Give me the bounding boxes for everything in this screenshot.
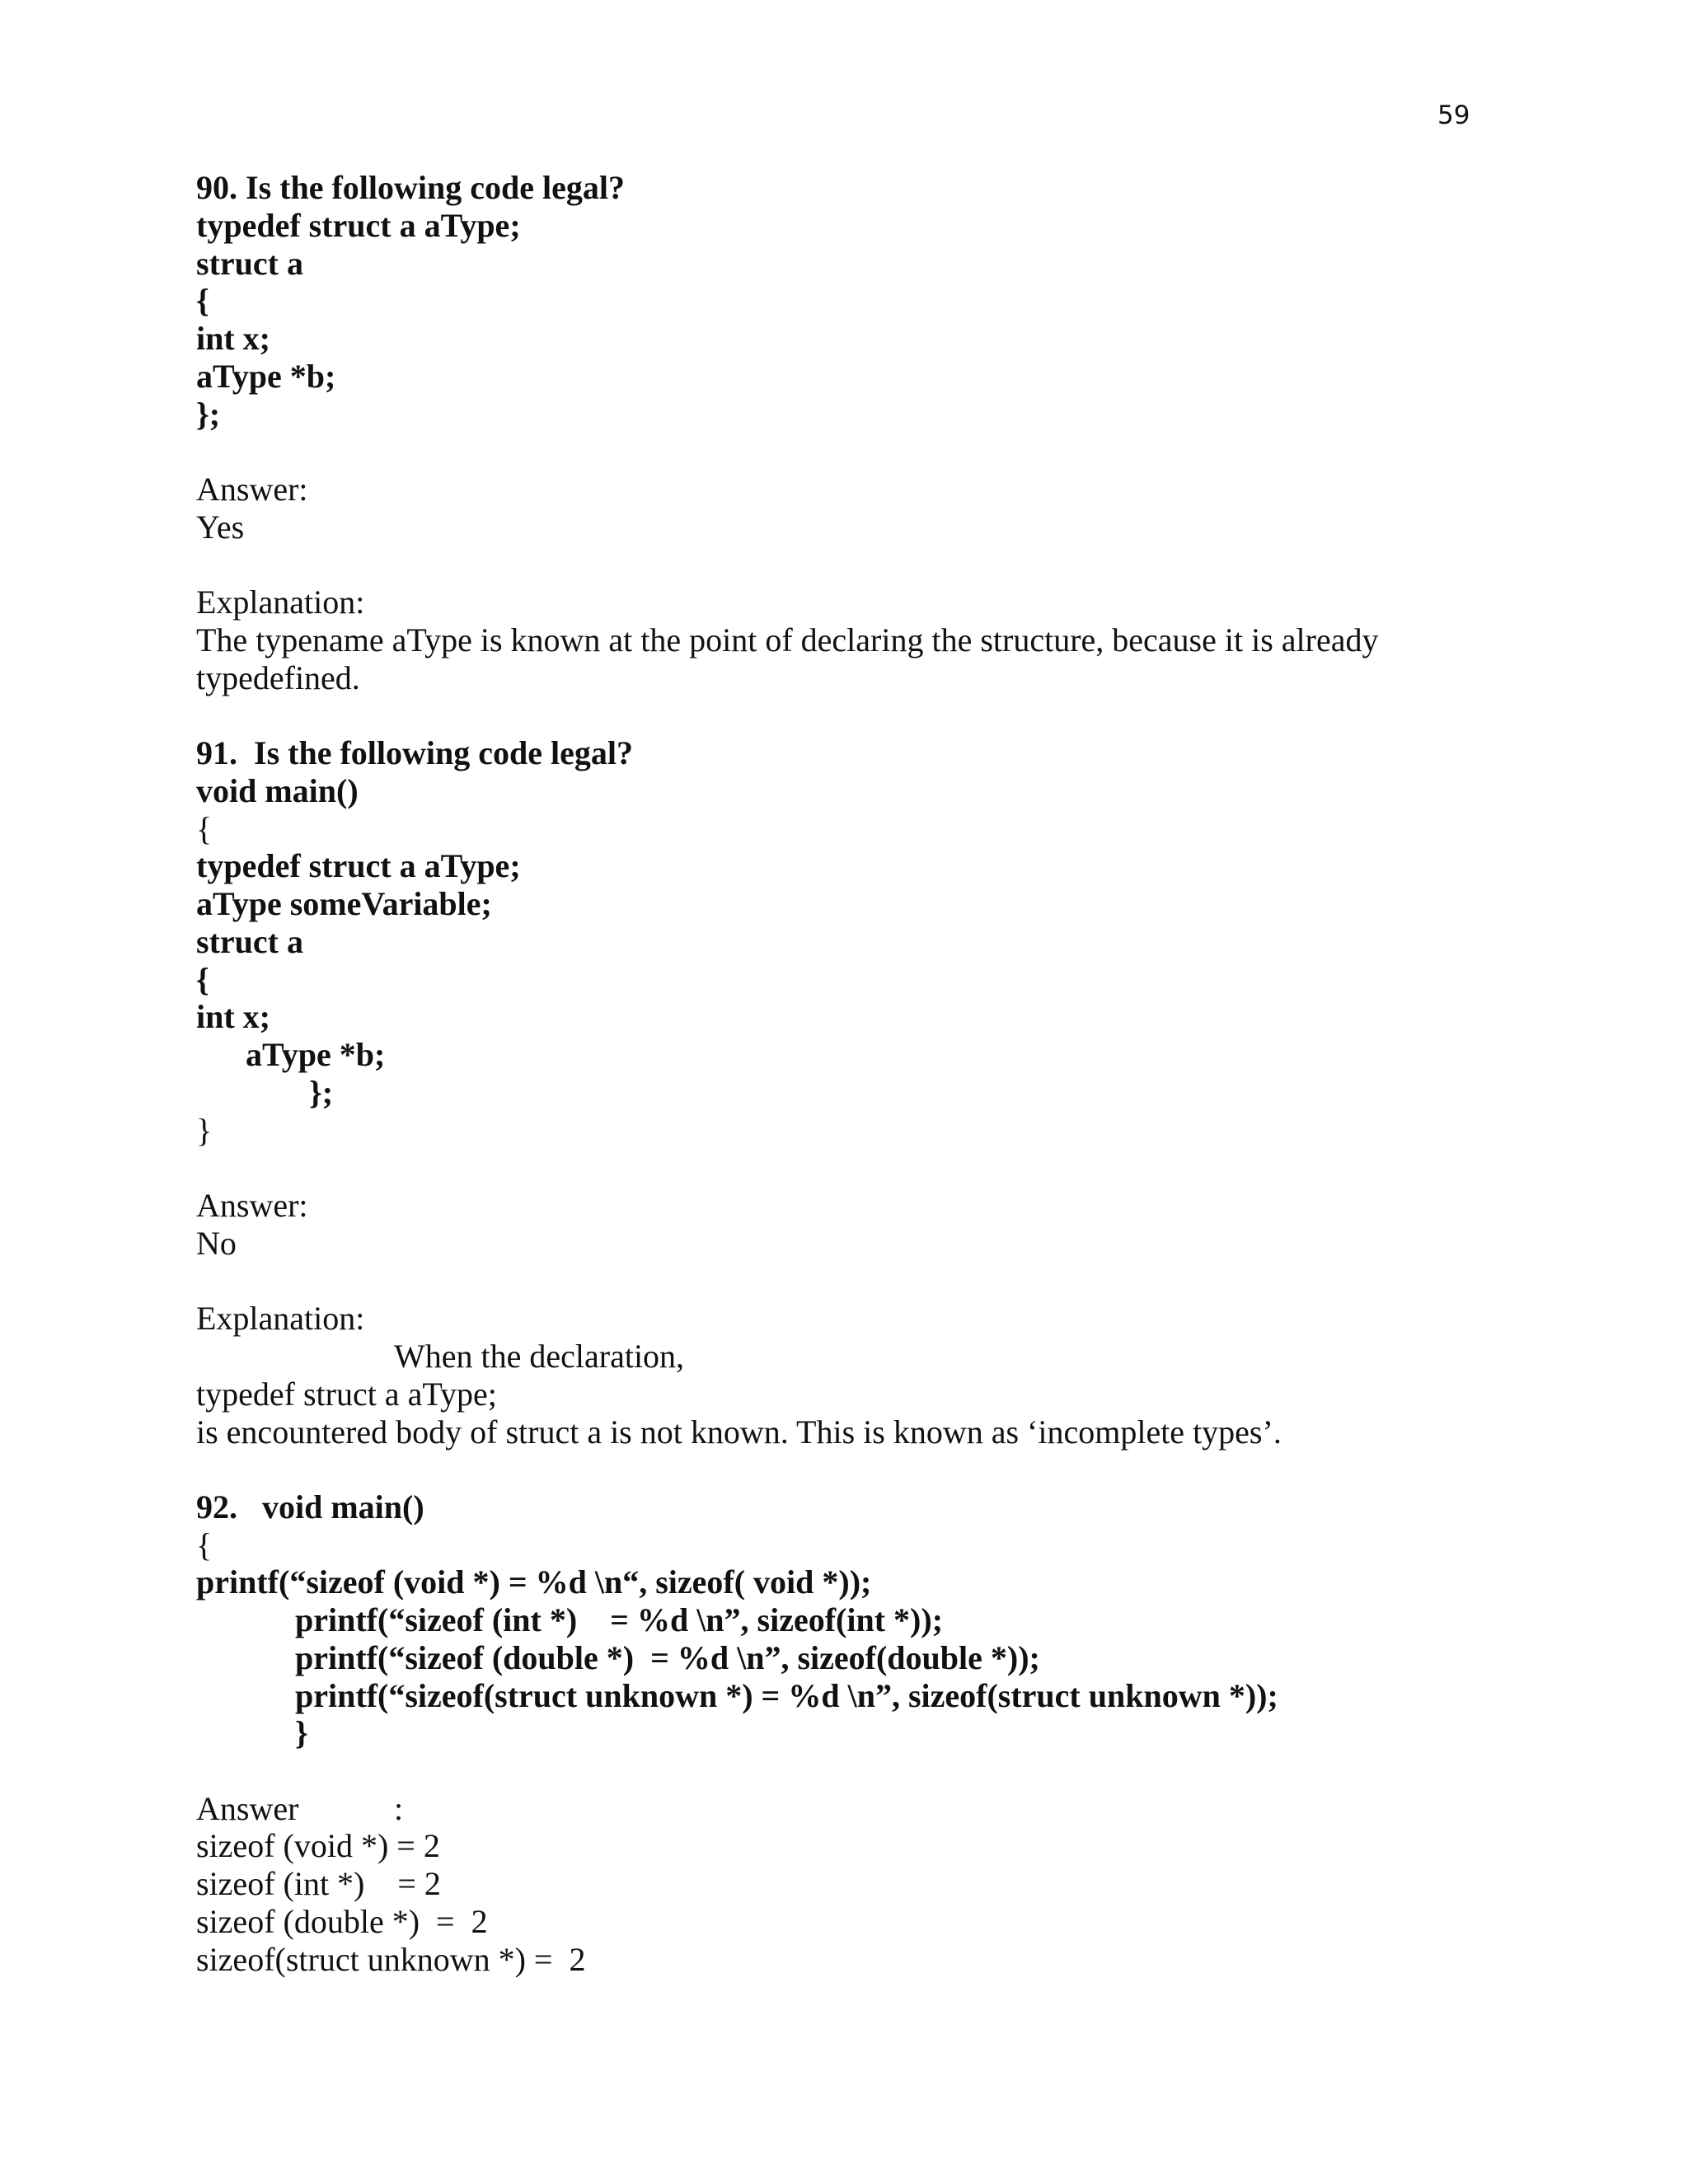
explanation-label: Explanation: <box>196 1300 365 1337</box>
code-line: typedef struct a aType; <box>196 207 521 244</box>
code-line: }; <box>309 1074 334 1111</box>
answer-line: sizeof (double *) = 2 <box>196 1903 488 1940</box>
code-line: void main() <box>196 772 359 809</box>
answer-line: sizeof(struct unknown *) = 2 <box>196 1941 586 1978</box>
question-90-title: 90. Is the following code legal? <box>196 169 625 206</box>
code-line: printf(“sizeof (double *) = %d \n”, sizeof(double *)); <box>295 1639 1040 1676</box>
explanation-text: When the declaration, <box>394 1338 685 1375</box>
code-line: aType someVariable; <box>196 885 492 922</box>
explanation-label: Explanation: <box>196 583 365 621</box>
code-line: { <box>196 810 213 847</box>
code-line: printf(“sizeof(struct unknown *) = %d \n”, sizeof(struct unknown *)); <box>295 1677 1278 1714</box>
code-line: struct a <box>196 923 303 960</box>
answer-colon: : <box>394 1790 404 1827</box>
answer-label: Answer: <box>196 1187 308 1224</box>
question-91-title: 91. Is the following code legal? <box>196 734 633 771</box>
page-number: 59 <box>1437 101 1470 130</box>
question-92-title: 92. void main() <box>196 1488 424 1526</box>
code-line: printf(“sizeof (int *) = %d \n”, sizeof(int *)); <box>295 1601 944 1638</box>
code-line: } <box>196 1112 213 1149</box>
code-line: printf(“sizeof (void *) = %d \n“, sizeof( void *)); <box>196 1563 872 1601</box>
answer-line: sizeof (void *) = 2 <box>196 1827 440 1864</box>
explanation-text: is encountered body of struct a is not known. This is known as ‘incomplete types’. <box>196 1413 1282 1451</box>
code-line: }; <box>196 396 221 433</box>
explanation-text: typedef struct a aType; <box>196 1376 497 1413</box>
answer-label: Answer: <box>196 471 308 508</box>
answer-line: sizeof (int *) = 2 <box>196 1865 441 1902</box>
answer-value: Yes <box>196 509 245 546</box>
answer-value: No <box>196 1225 237 1262</box>
code-line: struct a <box>196 245 303 282</box>
code-line: aType *b; <box>196 358 336 395</box>
code-line: int x; <box>196 320 270 357</box>
code-line: typedef struct a aType; <box>196 847 521 884</box>
code-line: int x; <box>196 998 270 1035</box>
code-line: { <box>196 282 209 319</box>
answer-label: Answer <box>196 1790 299 1827</box>
code-line: { <box>196 1526 213 1563</box>
code-line: aType *b; <box>246 1036 386 1073</box>
explanation-text: typedefined. <box>196 659 360 696</box>
explanation-text: The typename aType is known at the point of declaring the structure, because it is already <box>196 621 1379 658</box>
code-line: { <box>196 961 209 998</box>
code-line: } <box>295 1714 308 1751</box>
